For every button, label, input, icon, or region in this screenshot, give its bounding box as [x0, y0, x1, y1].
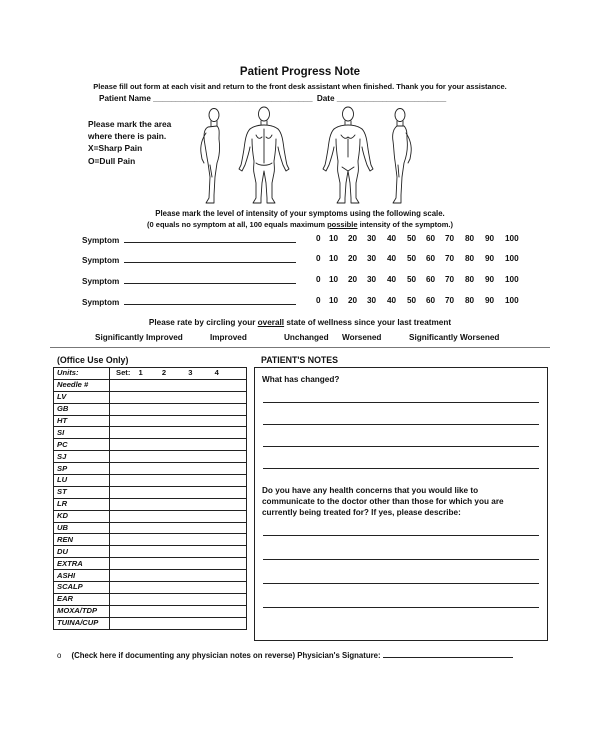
- wellness-option-significantly-improved[interactable]: Significantly Improved: [95, 333, 183, 342]
- wellness-option-improved[interactable]: Improved: [210, 333, 247, 342]
- treatment-code: Needle #: [54, 379, 110, 391]
- intensity-value[interactable]: 20: [348, 296, 358, 305]
- intensity-value[interactable]: 60: [426, 296, 436, 305]
- intensity-value[interactable]: 0: [316, 296, 321, 305]
- intensity-value[interactable]: 10: [329, 296, 339, 305]
- physician-signature-field[interactable]: [383, 649, 513, 658]
- patient-name-field[interactable]: ___________________________________: [153, 94, 313, 103]
- set-number: 1: [138, 368, 143, 378]
- intensity-value[interactable]: 10: [329, 275, 339, 284]
- treatment-code: TUINA/CUP: [54, 617, 110, 629]
- answer-line[interactable]: [263, 583, 539, 584]
- intensity-value[interactable]: 80: [465, 275, 475, 284]
- answer-line[interactable]: [263, 468, 539, 469]
- symptom-row: [82, 254, 519, 265]
- intensity-instruction: Please mark the level of intensity of your symptoms using the following scale.: [155, 209, 445, 218]
- set-label: Set:: [116, 368, 131, 378]
- answer-line[interactable]: [263, 446, 539, 447]
- intensity-value[interactable]: 0: [316, 234, 321, 243]
- symptom-label: Symptom: [82, 298, 120, 307]
- treatment-entry-cell[interactable]: [110, 486, 247, 498]
- office-table-row: [54, 475, 247, 487]
- intensity-value[interactable]: 50: [407, 234, 417, 243]
- patient-name-label: Patient Name: [99, 94, 151, 103]
- intensity-value[interactable]: 20: [348, 275, 358, 284]
- reverse-notes-text: (Check here if documenting any physician notes on reverse) Physician's Signature:: [71, 651, 381, 660]
- intensity-value[interactable]: 40: [387, 254, 397, 263]
- office-table-row: [54, 427, 247, 439]
- treatment-code: GB: [54, 403, 110, 415]
- section-divider: [50, 347, 550, 348]
- treatment-entry-cell[interactable]: [110, 617, 247, 629]
- pain-area-line-2: where there is pain.: [88, 131, 167, 142]
- intensity-value[interactable]: 10: [329, 254, 339, 263]
- pain-area-instructions: [88, 118, 171, 167]
- set-number: 3: [188, 368, 193, 378]
- treatment-code: ST: [54, 486, 110, 498]
- office-table-row: [54, 391, 247, 403]
- treatment-entry-cell[interactable]: [110, 391, 247, 403]
- office-table-row: [54, 558, 247, 570]
- office-table-row: [54, 403, 247, 415]
- treatment-entry-cell[interactable]: [110, 558, 247, 570]
- office-table-row: [54, 534, 247, 546]
- wellness-option-unchanged[interactable]: Unchanged: [284, 333, 329, 342]
- intensity-value[interactable]: 0: [316, 254, 321, 263]
- wellness-instruction: [0, 318, 600, 327]
- wellness-instruction-part: state of wellness since your last treatment: [284, 318, 452, 327]
- office-header-row: [54, 368, 247, 380]
- office-use-table: [53, 367, 247, 630]
- intensity-value[interactable]: 100: [505, 234, 519, 243]
- date-label: Date: [316, 94, 335, 103]
- treatment-entry-cell[interactable]: [110, 510, 247, 522]
- treatment-code: SP: [54, 463, 110, 475]
- office-table-row: [54, 439, 247, 451]
- intensity-legend: [0, 220, 600, 229]
- answer-line[interactable]: [263, 402, 539, 403]
- treatment-code: SJ: [54, 451, 110, 463]
- treatment-entry-cell[interactable]: [110, 451, 247, 463]
- treatment-entry-cell[interactable]: [110, 427, 247, 439]
- intensity-value[interactable]: 70: [445, 275, 455, 284]
- symptom-field[interactable]: [124, 254, 296, 263]
- form-instructions: Please fill out form at each visit and return to the front desk assistant when finished. Thank you for your assistance.: [93, 82, 507, 91]
- intensity-value[interactable]: 50: [407, 275, 417, 284]
- what-changed-question: What has changed?: [262, 375, 340, 384]
- treatment-entry-cell[interactable]: [110, 403, 247, 415]
- intensity-value[interactable]: 40: [387, 275, 397, 284]
- treatment-entry-cell[interactable]: [110, 534, 247, 546]
- treatment-code: EXTRA: [54, 558, 110, 570]
- treatment-code: KD: [54, 510, 110, 522]
- answer-line[interactable]: [263, 607, 539, 608]
- wellness-instruction-part: Please rate by circling your: [148, 318, 258, 327]
- intensity-value[interactable]: 10: [329, 234, 339, 243]
- symptom-label: Symptom: [82, 256, 120, 265]
- treatment-code: ASHI: [54, 570, 110, 582]
- symptom-field[interactable]: [124, 234, 296, 243]
- wellness-instruction-underlined: overall: [257, 318, 285, 327]
- intensity-value[interactable]: 100: [505, 296, 519, 305]
- treatment-code: SCALP: [54, 582, 110, 594]
- treatment-code: EAR: [54, 593, 110, 605]
- intensity-value[interactable]: 90: [485, 296, 495, 305]
- intensity-value[interactable]: 20: [348, 234, 358, 243]
- intensity-value[interactable]: 30: [367, 275, 377, 284]
- office-table-row: [54, 546, 247, 558]
- intensity-value[interactable]: 40: [387, 234, 397, 243]
- symptom-field[interactable]: [124, 275, 296, 284]
- answer-line[interactable]: [263, 424, 539, 425]
- intensity-value[interactable]: 50: [407, 296, 417, 305]
- symptom-row: [82, 234, 519, 245]
- treatment-entry-cell[interactable]: [110, 498, 247, 510]
- intensity-legend-part: (0 equals no symptom at all, 100 equals maximum: [147, 220, 328, 229]
- intensity-value[interactable]: 30: [367, 254, 377, 263]
- treatment-entry-cell[interactable]: [110, 582, 247, 594]
- office-table-row: [54, 617, 247, 629]
- treatment-code: UB: [54, 522, 110, 534]
- office-table-row: [54, 582, 247, 594]
- form-title: Patient Progress Note: [239, 66, 361, 78]
- intensity-value[interactable]: 60: [426, 234, 436, 243]
- body-figure-side-left[interactable]: [201, 109, 220, 204]
- office-use-title: (Office Use Only): [57, 355, 129, 365]
- symptom-row: [82, 275, 519, 286]
- date-field[interactable]: ________________________: [336, 94, 447, 103]
- intensity-legend-underlined: possible: [327, 220, 358, 229]
- intensity-value[interactable]: 50: [407, 254, 417, 263]
- office-table-row: [54, 379, 247, 391]
- treatment-code: LR: [54, 498, 110, 510]
- patient-notes-box: [254, 367, 548, 641]
- office-table-row: [54, 570, 247, 582]
- intensity-value[interactable]: 70: [445, 296, 455, 305]
- set-header: [110, 368, 247, 380]
- treatment-code: DU: [54, 546, 110, 558]
- intensity-value[interactable]: 100: [505, 254, 519, 263]
- intensity-value[interactable]: 60: [426, 254, 436, 263]
- intensity-value[interactable]: 80: [465, 254, 475, 263]
- intensity-value[interactable]: 20: [348, 254, 358, 263]
- set-number: 4: [214, 368, 219, 378]
- symptom-field[interactable]: [124, 296, 296, 305]
- pain-area-line-3: X=Sharp Pain: [88, 143, 143, 154]
- intensity-value[interactable]: 70: [445, 234, 455, 243]
- intensity-value[interactable]: 40: [387, 296, 397, 305]
- office-table-row: [54, 498, 247, 510]
- intensity-value[interactable]: 30: [367, 296, 377, 305]
- treatment-code: LV: [54, 391, 110, 403]
- intensity-legend-part: intensity of the symptom.): [357, 220, 453, 229]
- intensity-value[interactable]: 80: [465, 296, 475, 305]
- treatment-code: SI: [54, 427, 110, 439]
- office-table-row: [54, 415, 247, 427]
- treatment-entry-cell[interactable]: [110, 605, 247, 617]
- symptom-label: Symptom: [82, 236, 120, 245]
- treatment-code: REN: [54, 534, 110, 546]
- intensity-value[interactable]: 80: [465, 234, 475, 243]
- patient-notes-title: PATIENT'S NOTES: [261, 355, 339, 365]
- reverse-notes-checkbox[interactable]: o: [57, 651, 62, 660]
- pain-area-line-1: Please mark the area: [88, 119, 172, 129]
- intensity-value[interactable]: 30: [367, 234, 377, 243]
- treatment-entry-cell[interactable]: [110, 522, 247, 534]
- treatment-code: LU: [54, 475, 110, 487]
- question-line: communicate to the doctor other than those for which you are: [262, 497, 504, 506]
- office-table-row: [54, 522, 247, 534]
- office-table-row: [54, 593, 247, 605]
- office-table-row: [54, 463, 247, 475]
- treatment-entry-cell[interactable]: [110, 463, 247, 475]
- treatment-code: PC: [54, 439, 110, 451]
- intensity-value[interactable]: 90: [485, 275, 495, 284]
- treatment-entry-cell[interactable]: [110, 570, 247, 582]
- body-figure-side-right[interactable]: [393, 109, 412, 204]
- intensity-value[interactable]: 90: [485, 254, 495, 263]
- treatment-entry-cell[interactable]: [110, 546, 247, 558]
- body-diagrams[interactable]: [186, 103, 426, 207]
- intensity-value[interactable]: 90: [485, 234, 495, 243]
- treatment-entry-cell[interactable]: [110, 593, 247, 605]
- treatment-entry-cell[interactable]: [110, 439, 247, 451]
- treatment-entry-cell[interactable]: [110, 475, 247, 487]
- units-label: Units:: [54, 368, 110, 380]
- physician-signature-row: [57, 649, 513, 660]
- answer-line[interactable]: [263, 559, 539, 560]
- office-table-row: [54, 510, 247, 522]
- pain-area-line-4: O=Dull Pain: [88, 155, 136, 166]
- symptom-label: Symptom: [82, 277, 120, 286]
- wellness-option-worsened[interactable]: Worsened: [342, 333, 382, 342]
- question-line: Do you have any health concerns that you would like to: [262, 486, 479, 495]
- intensity-value[interactable]: 70: [445, 254, 455, 263]
- wellness-option-significantly-worsened[interactable]: Significantly Worsened: [409, 333, 500, 342]
- body-figure-back[interactable]: [239, 107, 289, 203]
- office-table-row: [54, 451, 247, 463]
- treatment-entry-cell[interactable]: [110, 379, 247, 391]
- symptom-row: [82, 296, 519, 307]
- intensity-value[interactable]: 0: [316, 275, 321, 284]
- answer-line[interactable]: [263, 535, 539, 536]
- intensity-value[interactable]: 60: [426, 275, 436, 284]
- office-table-row: [54, 605, 247, 617]
- body-figure-front[interactable]: [323, 107, 373, 203]
- set-number: 2: [161, 368, 167, 378]
- office-table-row: [54, 486, 247, 498]
- question-line: currently being treated for? If yes, please describe:: [262, 508, 461, 517]
- treatment-entry-cell[interactable]: [110, 415, 247, 427]
- patient-name-row: [99, 94, 446, 103]
- treatment-code: MOXA/TDP: [54, 605, 110, 617]
- intensity-value[interactable]: 100: [505, 275, 519, 284]
- health-concerns-question: [262, 485, 504, 518]
- treatment-code: HT: [54, 415, 110, 427]
